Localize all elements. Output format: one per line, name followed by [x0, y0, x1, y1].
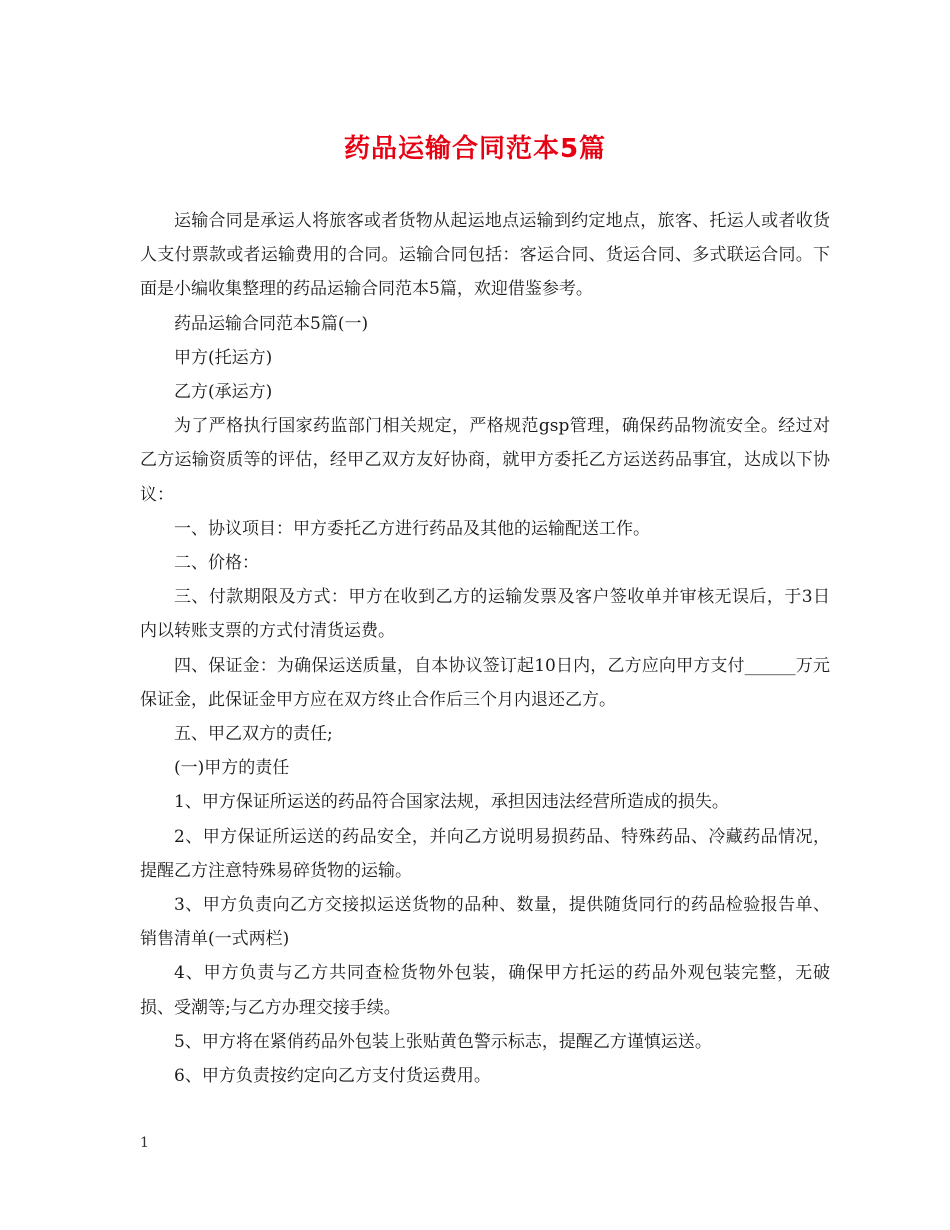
document-body — [140, 204, 830, 1093]
paragraph-party-a: 甲方(托运方) — [174, 347, 273, 368]
paragraph-item-6: 6、甲方负责按约定向乙方支付货运费用。 — [174, 1066, 491, 1087]
paragraph-clause-1: 一、协议项目：甲方委托乙方进行药品及其他的运输配送工作。 — [174, 518, 650, 539]
paragraph-intro: 运输合同是承运人将旅客或者货物从起运地点运输到约定地点，旅客、托运人或者收货人支付票款或者运输费用的合同。运输合同包括：客运合同、货运合同、多式联运合同。下面是小编收集整理的药品运输合同范本5篇，欢迎借鉴参考。 — [140, 211, 830, 300]
paragraph-section-a: (一)甲方的责任 — [174, 758, 290, 779]
page-number: 1 — [140, 1135, 149, 1151]
paragraph-subtitle: 药品运输合同范本5篇(一) — [174, 313, 369, 334]
paragraph-clause-2: 二、价格： — [174, 553, 259, 574]
paragraph-item-3: 3、甲方负责向乙方交接拟运送货物的品种、数量，提供随货同行的药品检验报告单、销售清单(一式两栏) — [140, 895, 830, 950]
paragraph-item-5: 5、甲方将在紧俏药品外包装上张贴黄色警示标志，提醒乙方谨慎运送。 — [174, 1031, 712, 1052]
paragraph-item-2: 2、甲方保证所运送的药品安全，并向乙方说明易损药品、特殊药品、冷藏药品情况，提醒乙方注意特殊易碎货物的运输。 — [140, 826, 830, 881]
paragraph-item-1: 1、甲方保证所运送的药品符合国家法规，承担因违法经营所造成的损失。 — [174, 792, 729, 813]
paragraph-clause-5: 五、甲乙双方的责任; — [174, 724, 333, 745]
paragraph-clause-4: 四、保证金：为确保运送质量，自本协议签订起10日内，乙方应向甲方支付______万元保证金，此保证金甲方应在双方终止合作后三个月内退还乙方。 — [140, 655, 830, 710]
paragraph-party-b: 乙方(承运方) — [174, 382, 273, 403]
paragraph-preamble: 为了严格执行国家药监部门相关规定，严格规范gsp管理，确保药品物流安全。经过对乙方运输资质等的评估，经甲乙双方友好协商，就甲方委托乙方运送药品事宜，达成以下协议： — [140, 416, 830, 505]
document-title: 药品运输合同范本5篇 — [343, 134, 607, 164]
paragraph-clause-3: 三、付款期限及方式：甲方在收到乙方的运输发票及客户签收单并审核无误后，于3日内以转账支票的方式付清货运费。 — [140, 587, 830, 642]
paragraph-item-4: 4、甲方负责与乙方共同查检货物外包装，确保甲方托运的药品外观包装完整，无破损、受潮等;与乙方办理交接手续。 — [140, 963, 830, 1018]
